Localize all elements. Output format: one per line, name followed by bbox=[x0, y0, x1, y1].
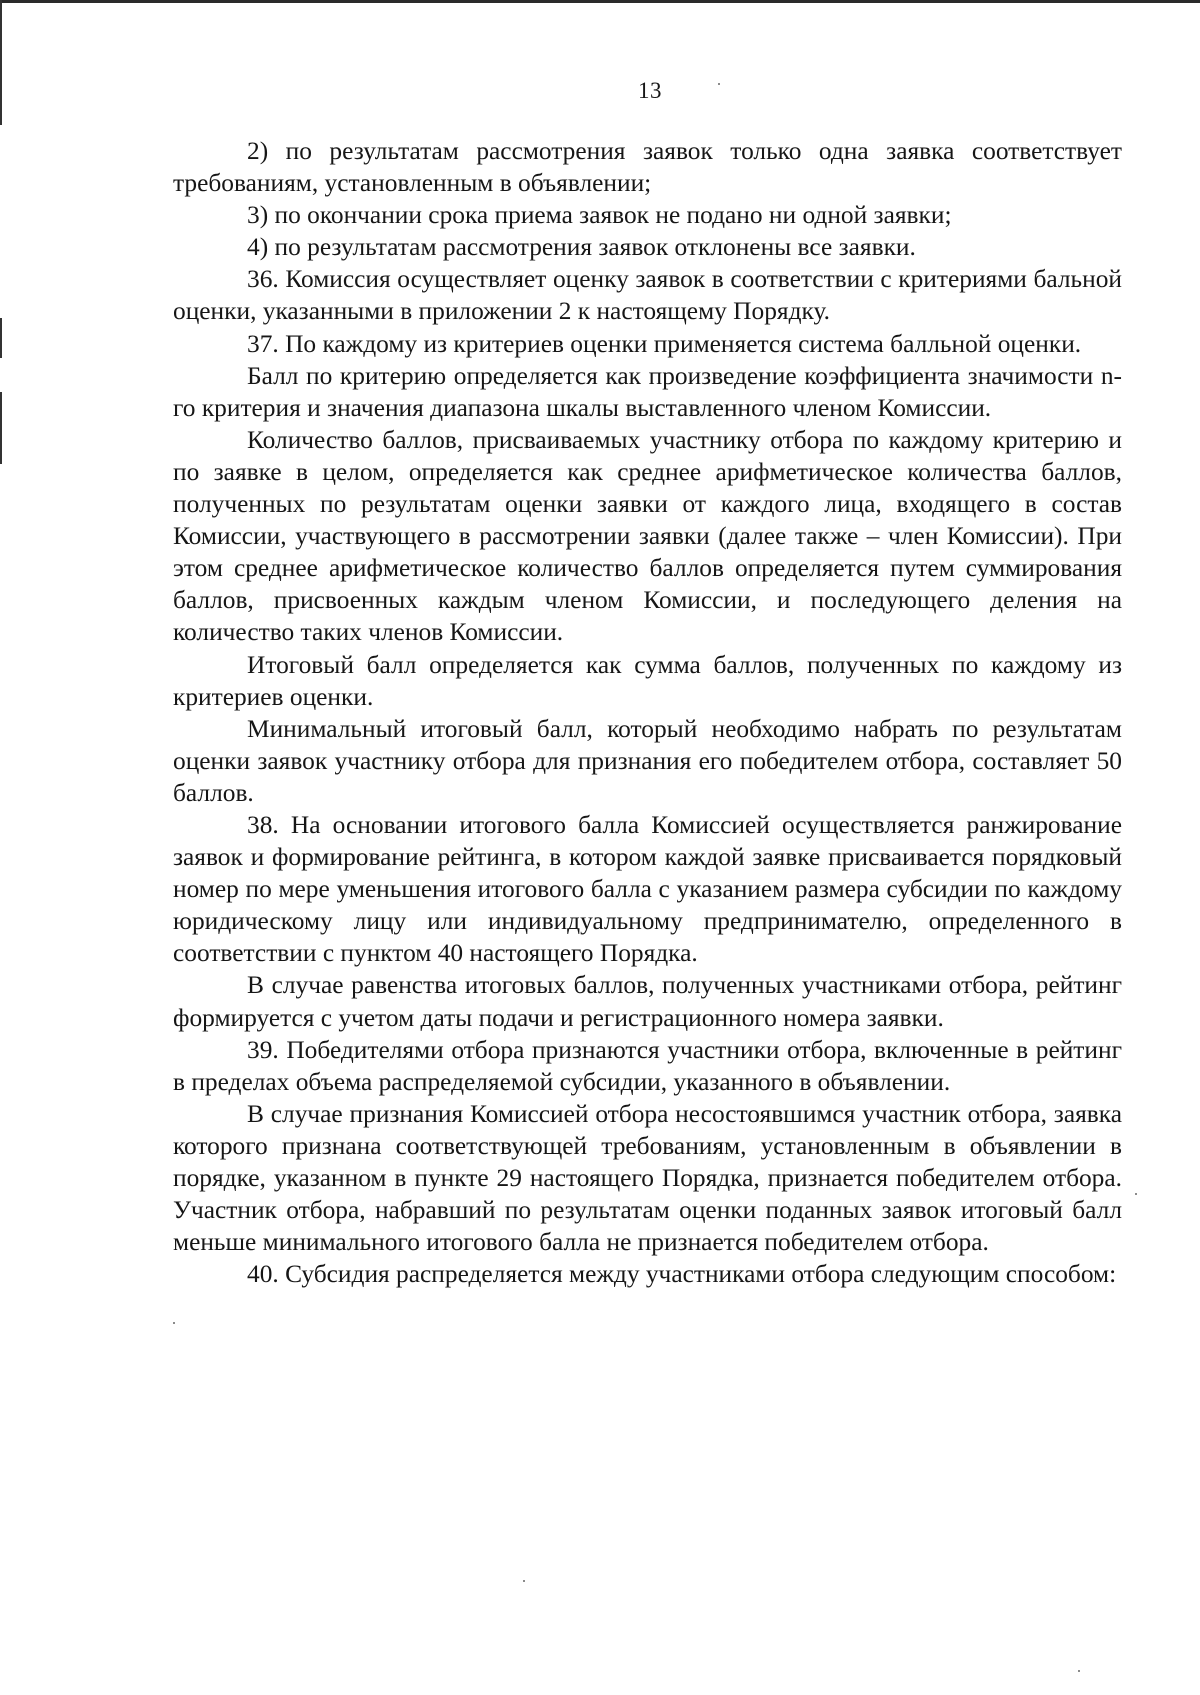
paragraph: 3) по окончании срока приема заявок не подано ни одной заявки; bbox=[247, 201, 952, 230]
paragraph: Итоговый балл определяется как сумма баллов, полученных по каждому из критериев оценки. bbox=[173, 650, 1122, 711]
paragraph: 40. Субсидия распределяется между участниками отбора следующим способом: bbox=[247, 1260, 1117, 1289]
paragraph: Минимальный итоговый балл, который необходимо набрать по результатам оценки заявок участнику отбора для признания его победителем отбора, составляет 50 баллов. bbox=[173, 714, 1122, 807]
scan-speck bbox=[523, 1580, 525, 1582]
paragraph: 39. Победителями отбора признаются участники отбора, включенные в рейтинг в пределах объема распределяемой субсидии, указанного в объявлении. bbox=[173, 1035, 1122, 1096]
page-number: 13 bbox=[638, 78, 662, 103]
scan-speck bbox=[1135, 1193, 1137, 1195]
scan-top-edge bbox=[0, 0, 1200, 3]
paragraph: 38. На основании итогового балла Комиссией осуществляется ранжирование заявок и формирование рейтинга, в котором каждой заявке присваивается порядковый номер по мере уменьшения итогового балла с указанием размера субсидии по каждому юридическому лицу или индивидуальному предпринимателю, определенного в соответствии с пунктом 40 настоящего Порядка. bbox=[173, 810, 1122, 968]
scan-left-mark bbox=[0, 0, 2, 125]
paragraph: 37. По каждому из критериев оценки применяется система балльной оценки. bbox=[247, 329, 1082, 358]
paragraph: Балл по критерию определяется как произведение коэффициента значимости n-го критерия и значения диапазона шкалы выставленного членом Комиссии. bbox=[173, 361, 1122, 422]
paragraph: 4) по результатам рассмотрения заявок отклонены все заявки. bbox=[247, 233, 916, 262]
scan-left-mark bbox=[0, 392, 2, 464]
scan-speck bbox=[173, 1322, 175, 1324]
paragraph: 2) по результатам рассмотрения заявок только одна заявка соответствует требованиям, установленным в объявлении; bbox=[173, 137, 1122, 198]
scan-left-mark bbox=[0, 318, 2, 358]
paragraph: 36. Комиссия осуществляет оценку заявок в соответствии с критериями бальной оценки, указанными в приложении 2 к настоящему Порядку. bbox=[173, 265, 1122, 326]
paragraph: Количество баллов, присваиваемых участнику отбора по каждому критерию и по заявке в целом, определяется как среднее арифметическое количества баллов, полученных по результатам оценки заявки от каждого лица, входящего в состав Комиссии, участвующего в рассмотрении заявки (далее также – член Комиссии). При этом среднее арифметическое количество баллов определяется путем суммирования баллов, присвоенных каждым членом Комиссии, и последующего деления на количество таких членов Комиссии. bbox=[173, 425, 1122, 647]
paragraph: В случае признания Комиссией отбора несостоявшимся участник отбора, заявка которого признана соответствующей требованиям, установленным в объявлении в порядке, указанном в пункте 29 настоящего Порядка, признается победителем отбора. Участник отбора, набравший по результатам оценки поданных заявок итоговый балл меньше минимального итогового балла не признается победителем отбора. bbox=[173, 1099, 1122, 1257]
scan-speck bbox=[1078, 1670, 1080, 1672]
paragraph: В случае равенства итоговых баллов, полученных участниками отбора, рейтинг формируется с учетом даты подачи и регистрационного номера заявки. bbox=[173, 971, 1122, 1032]
document-body bbox=[173, 135, 1122, 1290]
